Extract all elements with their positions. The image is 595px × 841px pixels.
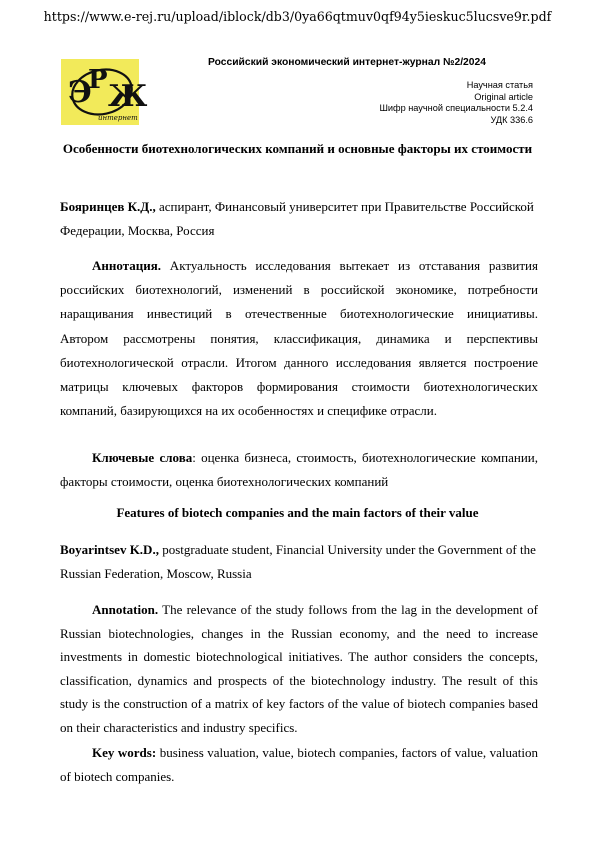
author-affiliation-ru: аспирант, Финансовый университет при Правительстве Российской Федерации, Москва, Россия (60, 199, 534, 238)
logo-letter-zh: Ж (108, 79, 148, 114)
abstract-label-en: Annotation. (92, 602, 159, 617)
author-en (60, 538, 538, 585)
abstract-text-ru: Актуальность исследования вытекает из отставания развития российских биотехнологий, изменений в российской экономике, потребности наращивания инвестиций в отечественные биотехнологические инициативы. Автором рассмотрены понятия, классификация, динамика и перспективы биотехнологической отрасли. Итогом данного исследования является построение матрицы ключевых факторов формирования стоимости биотехнологических компаний, базирующихся на их особенностях и специфике отрасли. (60, 258, 538, 419)
source-url[interactable]: https://www.e-rej.ru/upload/iblock/db3/0ya66qtmuv0qf94y5ieskuc5lucsve9r.pdf (43, 9, 552, 24)
abstract-label-ru: Аннотация. (92, 258, 162, 273)
article-type-ru: Научная статья (466, 80, 533, 90)
article-type-en: Original article (474, 91, 533, 102)
author-ru (60, 195, 538, 243)
abstract-en (60, 598, 538, 740)
keywords-label-en: Key words: (92, 745, 157, 760)
author-name-ru: Бояринцев К.Д., (60, 199, 156, 214)
journal-name: Российский экономический интернет-журнал №2/2024 (208, 57, 486, 68)
logo-caption: интернет (98, 114, 138, 122)
abstract-text-en: The relevance of the study follows from the lag in the development of Russian biotechnologies, changes in the Russian economy, and the need to increase investments in domestic biotechnological initiatives. The author considers the concepts, classification, dynamics and prospects of the biotechnology industry. The result of this study is the construction of a matrix of key factors of the value of biotech companies based on their characteristics and industry specifics. (60, 602, 538, 735)
abstract-ru (60, 254, 538, 423)
keywords-ru (60, 446, 538, 494)
specialty-code: Шифр научной специальности 5.2.4 (379, 103, 533, 114)
article-meta (379, 80, 533, 126)
logo-letter-r: Р (88, 65, 108, 95)
article-title-en: Features of biotech companies and the main factors of their value (116, 505, 479, 520)
keywords-en (60, 741, 538, 788)
keywords-text-ru: : оценка бизнеса, стоимость, биотехнологические компании, факторы стоимости, оценка биотехнологических компаний (60, 450, 538, 490)
keywords-label-ru: Ключевые слова (92, 450, 193, 465)
author-affiliation-en: postgraduate student, Financial University under the Government of the Russian Federation, Moscow, Russia (60, 542, 536, 581)
logo-letter-e: Э (68, 75, 92, 110)
author-name-en: Boyarintsev K.D., (60, 542, 159, 557)
keywords-text-en: business valuation, value, biotech companies, factors of value, valuation of biotech companies. (60, 745, 538, 784)
journal-logo (60, 58, 148, 126)
udk-code: УДК 336.6 (490, 114, 533, 125)
article-title-ru: Особенности биотехнологических компаний и основные факторы их стоимости (62, 141, 533, 156)
